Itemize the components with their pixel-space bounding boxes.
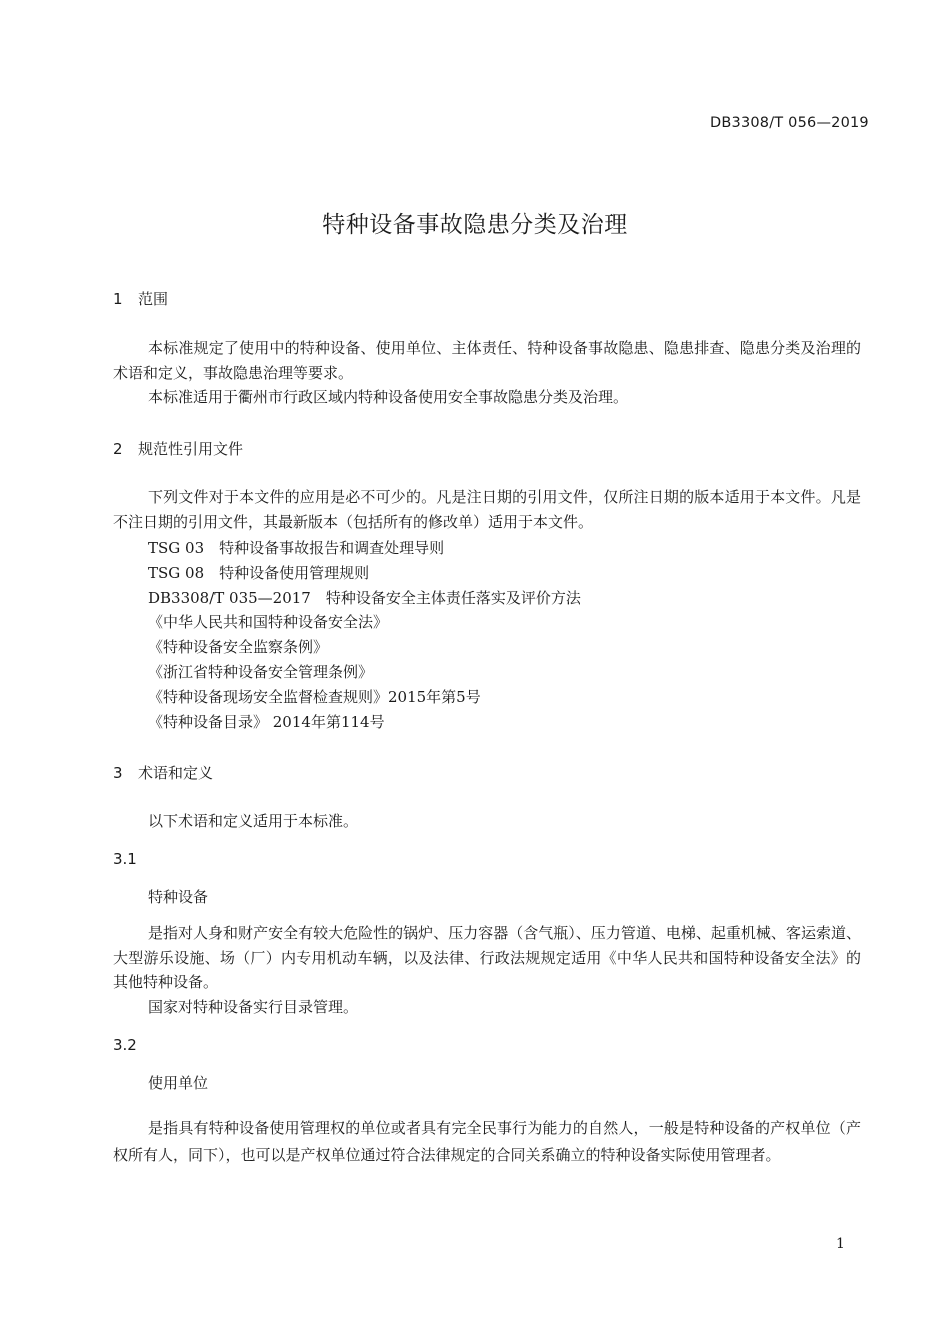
paragraph: 国家对特种设备实行目录管理。 (148, 998, 359, 1016)
section-number: 2 (113, 440, 123, 458)
paragraph: 本标准适用于衢州市行政区域内特种设备使用安全事故隐患分类及治理。 (148, 388, 629, 406)
page-number: 1 (836, 1236, 845, 1252)
paragraph: 下列文件对于本文件的应用是必不可少的。凡是注日期的引用文件，仅所注日期的版本适用于本文件。凡是不注日期的引用文件，其最新版本（包括所有的修改单）适用于本文件。 (113, 488, 861, 531)
reference-item: 《浙江省特种设备安全管理条例》 (148, 663, 374, 681)
term-name: 使用单位 (148, 1074, 209, 1092)
section-3-heading (113, 762, 213, 783)
paragraph: 是指对人身和财产安全有较大危险性的锅炉、压力容器（含气瓶）、压力管道、电梯、起重机械、客运索道、大型游乐设施、场（厂）内专用机动车辆，以及法律、行政法规规定适用《中华人民共和国特种设备安全法》的其他特种设备。 (113, 924, 861, 991)
paragraph: 是指具有特种设备使用管理权的单位或者具有完全民事行为能力的自然人，一般是特种设备的产权单位（产权所有人，同下），也可以是产权单位通过符合法律规定的合同关系确立的特种设备实际使用管理者。 (113, 1119, 861, 1164)
reference-item: DB3308/T 035—2017 特种设备安全主体责任落实及评价方法 (148, 589, 581, 607)
section-title: 术语和定义 (138, 764, 214, 782)
paragraph: 本标准规定了使用中的特种设备、使用单位、主体责任、特种设备事故隐患、隐患排查、隐患分类及治理的术语和定义，事故隐患治理等要求。 (113, 339, 861, 382)
standard-code: DB3308/T 056—2019 (710, 115, 869, 131)
reference-item: 《特种设备现场安全监督检查规则》2015年第5号 (148, 688, 481, 706)
reference-item: 《中华人民共和国特种设备安全法》 (148, 613, 389, 631)
section-title: 规范性引用文件 (138, 440, 244, 458)
reference-item: 《特种设备目录》 2014年第114号 (148, 713, 385, 731)
clause-number: 3.2 (113, 1036, 137, 1054)
clause-number: 3.1 (113, 850, 137, 868)
term-name: 特种设备 (148, 888, 209, 906)
document-title: 特种设备事故隐患分类及治理 (322, 212, 628, 238)
reference-item: TSG 08 特种设备使用管理规则 (148, 564, 370, 582)
reference-item: TSG 03 特种设备事故报告和调查处理导则 (148, 539, 445, 557)
section-number: 1 (113, 290, 123, 308)
paragraph: 以下术语和定义适用于本标准。 (148, 812, 359, 830)
section-title: 范围 (138, 290, 169, 308)
section-number: 3 (113, 764, 123, 782)
section-1-heading (113, 288, 168, 309)
reference-item: 《特种设备安全监察条例》 (148, 638, 329, 656)
section-2-heading (113, 438, 243, 459)
